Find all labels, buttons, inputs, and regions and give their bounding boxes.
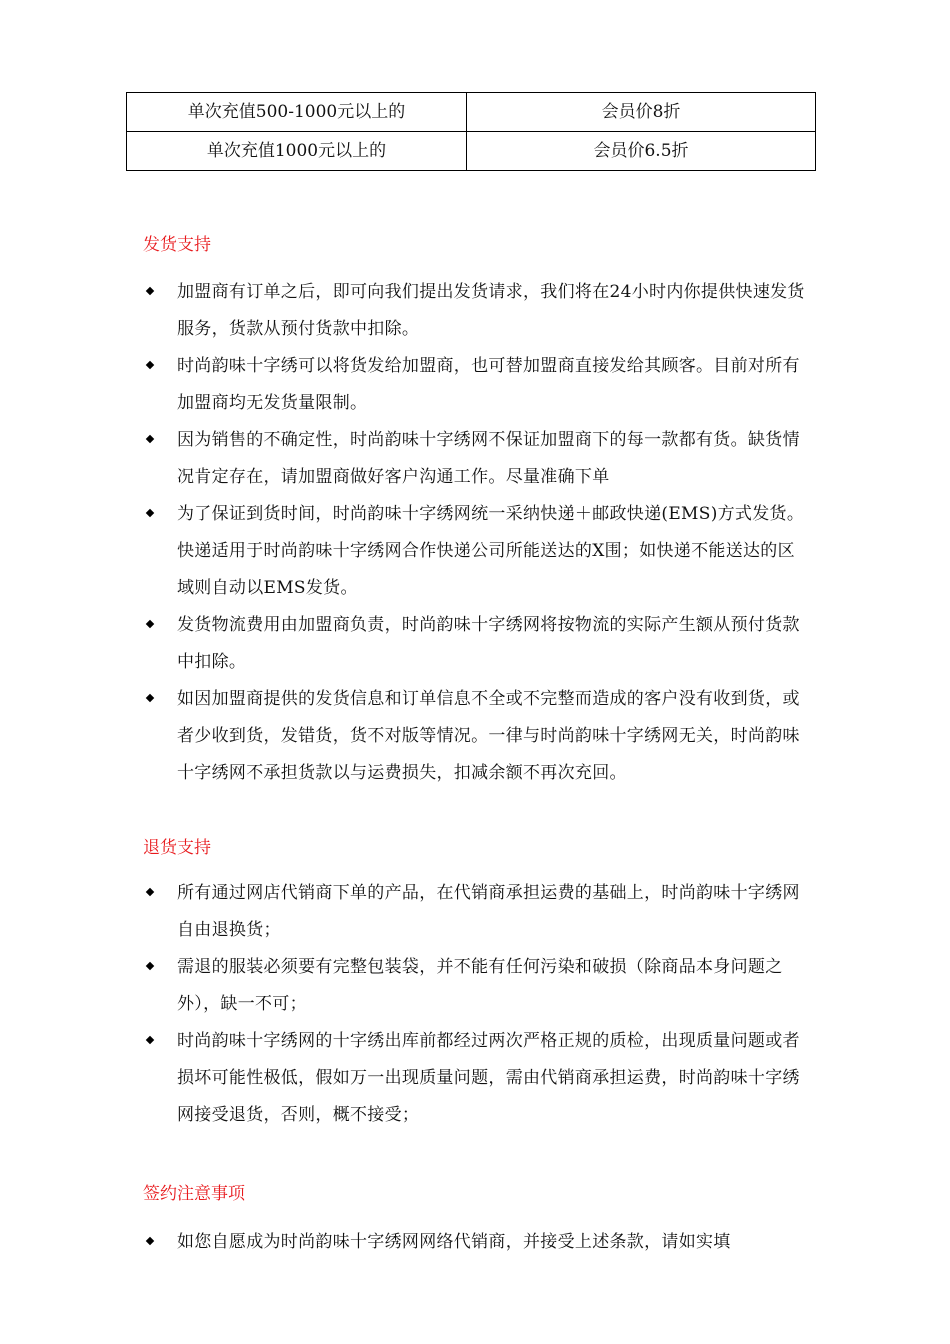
table-row <box>127 132 816 171</box>
pricing-table <box>126 92 816 171</box>
diamond-bullet-icon <box>146 620 154 628</box>
list-item <box>0 1224 950 1261</box>
list-item-text: 时尚韵味十字绣可以将货发给加盟商，也可替加盟商直接发给其顾客。目前对所有加盟商均无发货量限制。 <box>177 356 800 413</box>
list-item <box>0 681 950 792</box>
list-item <box>0 607 950 681</box>
list-item <box>0 949 950 1023</box>
table-cell-condition: 单次充值500-1000元以上的 <box>127 93 467 132</box>
diamond-bullet-icon <box>146 1036 154 1044</box>
signing-list <box>0 1224 950 1261</box>
table-cell-condition: 单次充值1000元以上的 <box>127 132 467 171</box>
table-cell-price: 会员价6.5折 <box>467 132 816 171</box>
returns-list <box>0 875 950 1134</box>
diamond-bullet-icon <box>146 287 154 295</box>
list-item-text: 发货物流费用由加盟商负责，时尚韵味十字绣网将按物流的实际产生额从预付货款中扣除。 <box>177 615 800 672</box>
list-item-text: 如您自愿成为时尚韵味十字绣网网络代销商，并接受上述条款，请如实填 <box>177 1232 731 1252</box>
list-item <box>0 422 950 496</box>
list-item <box>0 496 950 607</box>
list-item-text: 加盟商有订单之后，即可向我们提出发货请求，我们将在24小时内你提供快速发货服务，货款从预付货款中扣除。 <box>177 282 805 339</box>
signing-section-title: 签约注意事项 <box>143 1184 245 1204</box>
shipping-section-title: 发货支持 <box>143 235 211 255</box>
diamond-bullet-icon <box>146 435 154 443</box>
list-item-text: 需退的服装必须要有完整包装袋，并不能有任何污染和破损（除商品本身问题之外），缺一不可； <box>177 957 783 1014</box>
list-item-text: 为了保证到货时间，时尚韵味十字绣网统一采纳快递＋邮政快递(EMS)方式发货。快递适用于时尚韵味十字绣网合作快递公司所能送达的X围；如快递不能送达的区域则自动以EMS发货。 <box>177 504 805 598</box>
returns-section-title: 退货支持 <box>143 838 211 858</box>
diamond-bullet-icon <box>146 1237 154 1245</box>
list-item-text: 如因加盟商提供的发货信息和订单信息不全或不完整而造成的客户没有收到货，或者少收到货，发错货，货不对版等情况。一律与时尚韵味十字绣网无关，时尚韵味十字绣网不承担货款以与运费损失，扣减余额不再次充回。 <box>177 689 800 783</box>
list-item-text: 时尚韵味十字绣网的十字绣出库前都经过两次严格正规的质检，出现质量问题或者损坏可能性极低，假如万一出现质量问题，需由代销商承担运费，时尚韵味十字绣网接受退货，否则，概不接受； <box>177 1031 800 1125</box>
table-row <box>127 93 816 132</box>
diamond-bullet-icon <box>146 361 154 369</box>
list-item-text: 所有通过网店代销商下单的产品，在代销商承担运费的基础上，时尚韵味十字绣网自由退换货； <box>177 883 800 940</box>
diamond-bullet-icon <box>146 509 154 517</box>
list-item-text: 因为销售的不确定性，时尚韵味十字绣网不保证加盟商下的每一款都有货。缺货情况肯定存在，请加盟商做好客户沟通工作。尽量准确下单 <box>177 430 800 487</box>
diamond-bullet-icon <box>146 694 154 702</box>
list-item <box>0 348 950 422</box>
list-item <box>0 875 950 949</box>
list-item <box>0 1023 950 1134</box>
table-cell-price: 会员价8折 <box>467 93 816 132</box>
list-item <box>0 274 950 348</box>
diamond-bullet-icon <box>146 962 154 970</box>
diamond-bullet-icon <box>146 888 154 896</box>
shipping-list <box>0 274 950 792</box>
